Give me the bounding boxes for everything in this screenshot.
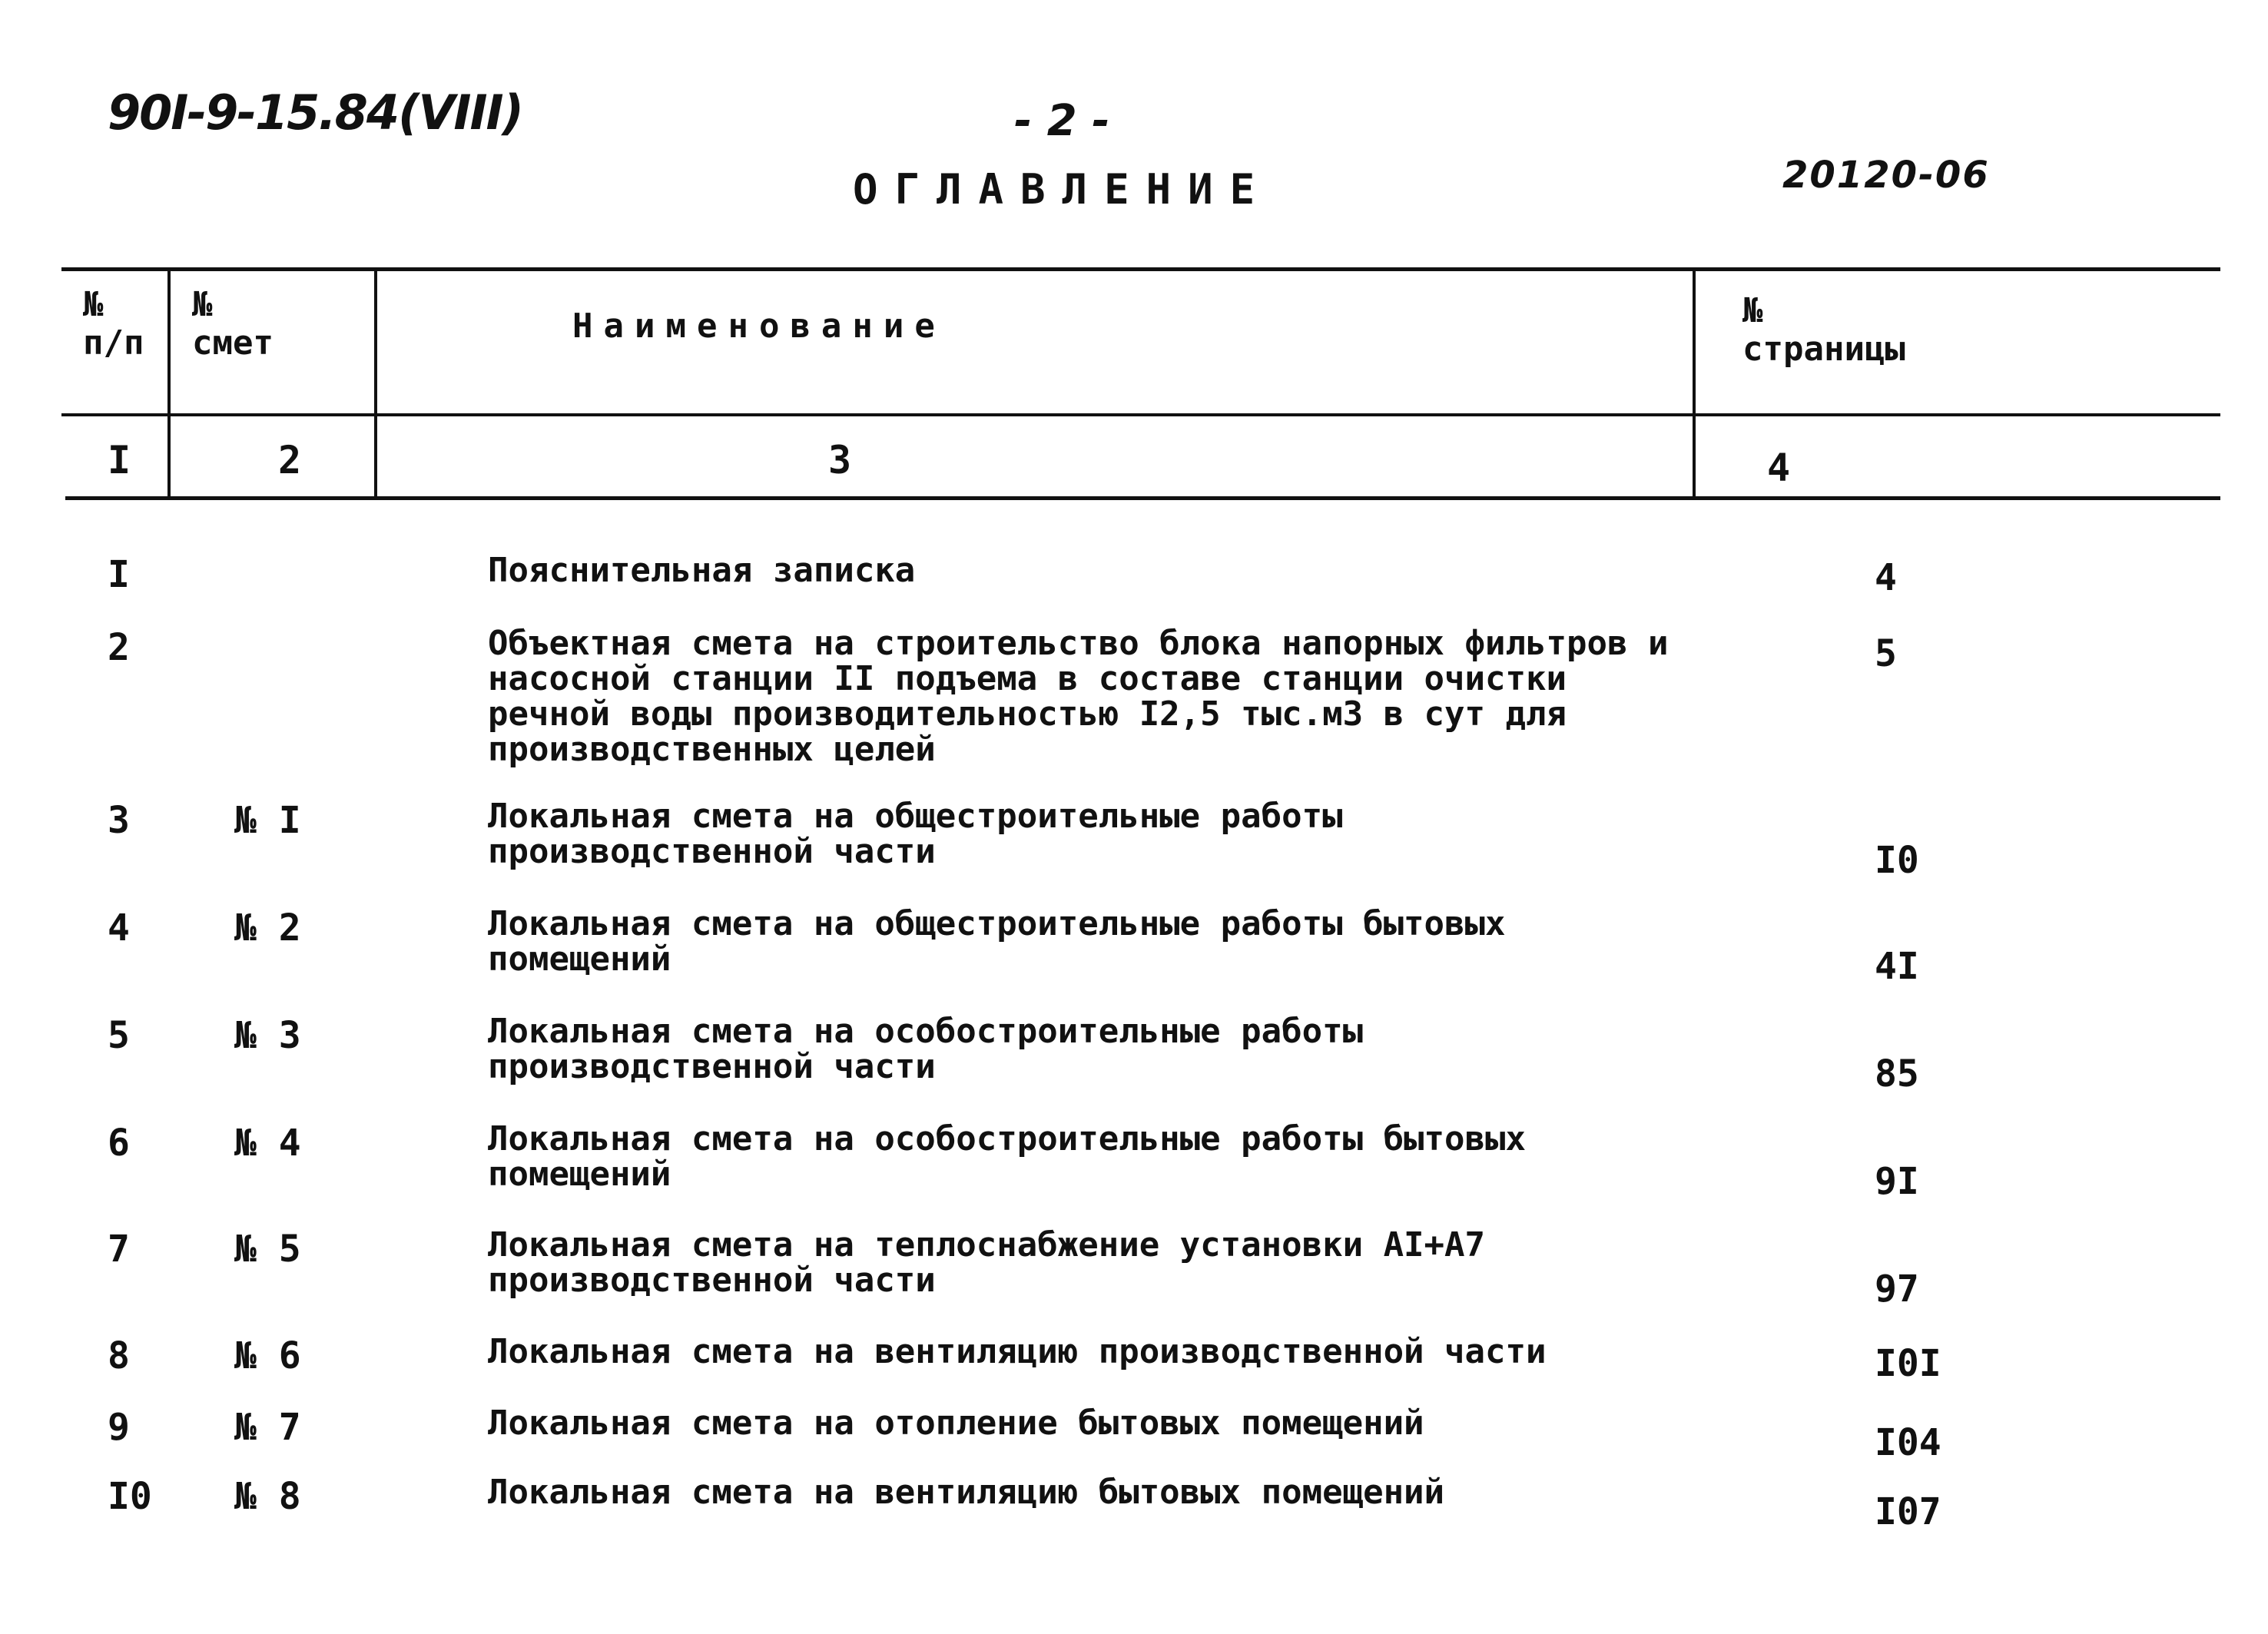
column-number: 2 <box>278 438 302 482</box>
column-divider <box>167 269 171 498</box>
row-page: I07 <box>1875 1490 1941 1533</box>
row-name: Локальная смета на особостроительные работы производственной части <box>488 1012 1364 1086</box>
row-name: Локальная смета на общестроительные работы бытовых помещений <box>488 904 1506 979</box>
row-name: Локальная смета на отопление бытовых помещений <box>488 1404 1424 1443</box>
document-code: 90I-9-15.84(VIII) <box>108 85 522 141</box>
page-number: - 2 - <box>1014 96 1110 146</box>
row-name: Локальная смета на вентиляцию производственной части <box>488 1332 1547 1371</box>
row-name: Локальная смета на общестроительные работы производственной части <box>488 797 1343 871</box>
row-page: I0 <box>1875 839 1919 882</box>
row-page: 4I <box>1875 945 1919 988</box>
row-estimate: № 3 <box>234 1014 301 1057</box>
row-name: Локальная смета на особостроительные работы бытовых помещений <box>488 1119 1527 1194</box>
column-number: 4 <box>1767 446 1791 490</box>
row-page: 85 <box>1875 1052 1919 1095</box>
row-estimate: № 2 <box>234 906 301 950</box>
page-title: ОГЛАВЛЕНИЕ <box>853 165 1272 214</box>
row-index: 7 <box>108 1228 130 1271</box>
row-name: Локальная смета на теплоснабжение установки AI+A7 производственной части <box>488 1225 1486 1300</box>
table-top-rule <box>61 267 2220 271</box>
row-estimate: № 5 <box>234 1228 301 1271</box>
column-header-line: п/п <box>83 323 144 363</box>
row-estimate: № 7 <box>234 1406 301 1449</box>
column-number: I <box>108 438 131 482</box>
row-index: 4 <box>108 906 130 950</box>
header-divider-rule <box>61 413 2220 416</box>
row-page: I0I <box>1875 1342 1941 1385</box>
row-name: Пояснительная записка <box>488 551 916 590</box>
column-header-line: смет <box>192 323 274 363</box>
column-header-estimate <box>192 286 274 363</box>
column-header-name: Наименование <box>572 307 946 346</box>
row-index: 5 <box>108 1014 130 1057</box>
row-estimate: № 8 <box>234 1475 301 1518</box>
row-index: 3 <box>108 799 130 842</box>
column-header-line: № <box>83 285 104 324</box>
column-header-line: страницы <box>1742 330 1905 369</box>
row-estimate: № 4 <box>234 1122 301 1165</box>
row-index: 9 <box>108 1406 130 1449</box>
row-index: I0 <box>108 1475 152 1518</box>
row-page: I04 <box>1875 1421 1941 1464</box>
row-index: 6 <box>108 1122 130 1165</box>
column-header-line: № <box>192 285 213 324</box>
row-name: Локальная смета на вентиляцию бытовых помещений <box>488 1473 1445 1512</box>
row-page: 4 <box>1875 556 1897 599</box>
column-divider <box>374 269 377 498</box>
row-name: Объектная смета на строительство блока напорных фильтров и насосной станции II подъема в составе станции очистки речной воды производительностью I2,5 тыс.м3 в сут для производственных целей <box>488 624 1669 769</box>
column-header-line: № <box>1742 291 1763 330</box>
row-index: 8 <box>108 1334 130 1377</box>
column-header-index <box>83 286 144 363</box>
row-page: 97 <box>1875 1268 1919 1311</box>
row-estimate: № I <box>234 799 301 842</box>
column-divider <box>1693 269 1696 498</box>
row-index: 2 <box>108 626 130 669</box>
column-number: 3 <box>828 438 852 482</box>
row-index: I <box>108 553 130 596</box>
row-estimate: № 6 <box>234 1334 301 1377</box>
registration-number: 20120-06 <box>1782 154 1990 197</box>
row-page: 5 <box>1875 632 1897 675</box>
table-column-numbers-rule <box>65 496 2220 500</box>
row-page: 9I <box>1875 1160 1919 1203</box>
column-header-page <box>1742 292 1905 369</box>
